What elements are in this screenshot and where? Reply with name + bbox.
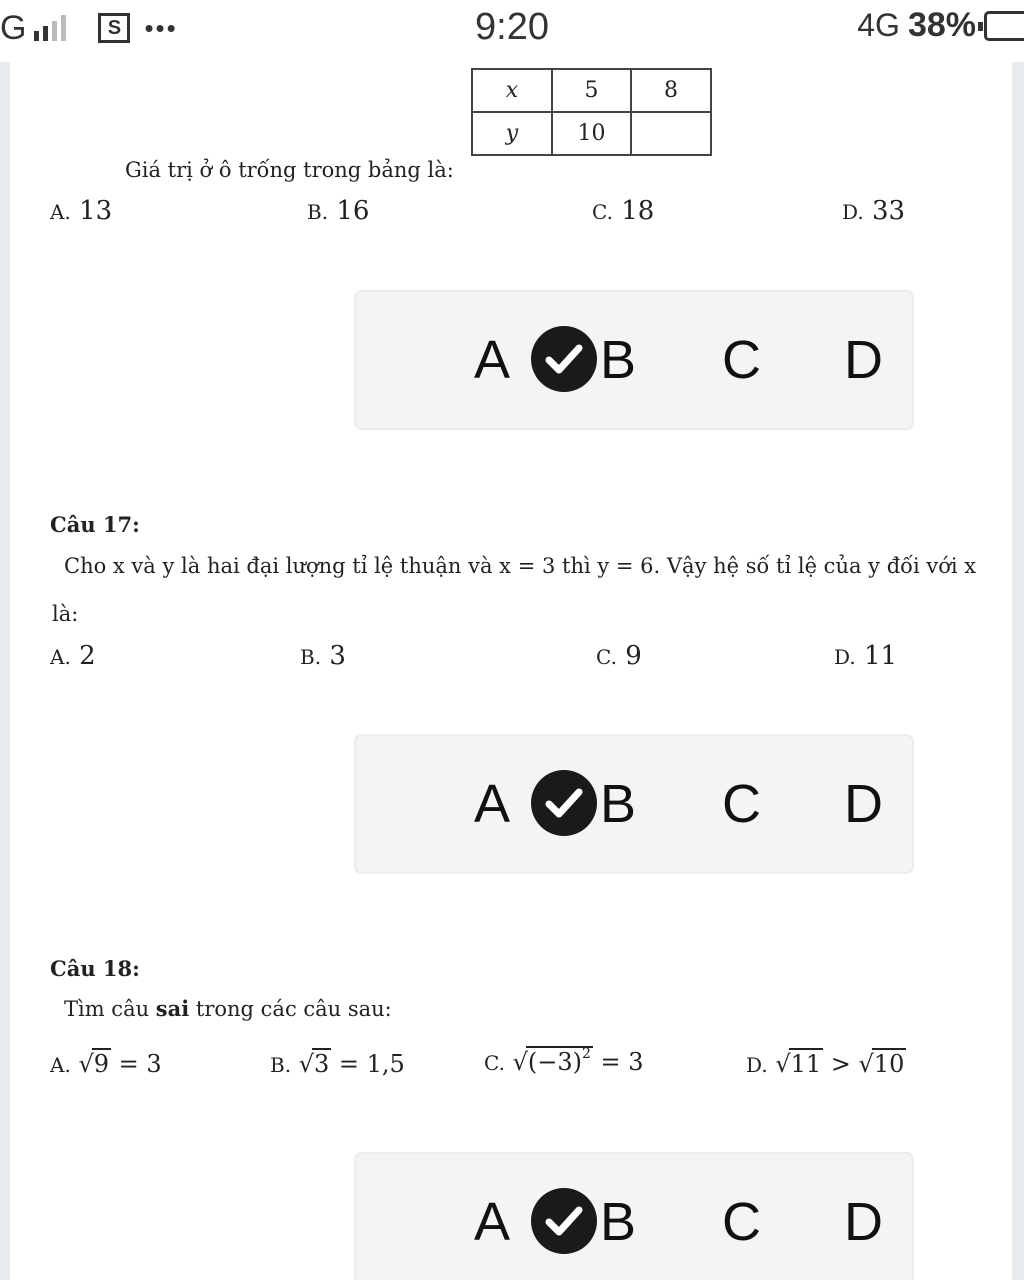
q18-prompt-bold: sai [155, 996, 190, 1021]
radicand: 11 [790, 1050, 822, 1078]
sqrt-expression: √3 [298, 1050, 330, 1078]
option-letter: B. [307, 200, 329, 224]
answer-option-c[interactable]: C [722, 330, 761, 390]
answer-panel-q18 [354, 1152, 914, 1280]
table-row [472, 69, 711, 112]
option-letter: C. [596, 645, 617, 669]
option-rest: > [823, 1050, 859, 1078]
answer-panel-q17 [354, 734, 914, 874]
check-icon [531, 326, 597, 392]
option-value: 13 [79, 196, 113, 226]
answer-option-d[interactable]: D [844, 774, 883, 834]
battery-icon [984, 11, 1024, 41]
answer-panel-q16 [354, 290, 914, 430]
network-type: 4G [857, 7, 900, 43]
table-cell: 10 [552, 112, 631, 155]
table-row [472, 112, 711, 155]
option-letter: C. [484, 1051, 505, 1075]
option-rest: = 3 [111, 1050, 162, 1078]
option-value: 11 [863, 641, 898, 671]
answer-option-b-selected[interactable]: B [600, 1192, 637, 1252]
page-frame-right [1012, 62, 1024, 1280]
battery-percent: 38% [907, 6, 976, 44]
answer-option-b-selected[interactable]: B [600, 330, 637, 390]
answer-option-b-selected[interactable]: B [600, 774, 637, 834]
q17-option-a [50, 641, 96, 671]
sqrt-expression: √10 [858, 1050, 905, 1078]
radicand-base: (−3) [527, 1048, 582, 1076]
option-rest: = 1,5 [331, 1050, 405, 1078]
option-value: 2 [79, 641, 96, 671]
option-value: 9 [625, 641, 642, 671]
q16-option-a [50, 196, 112, 226]
check-icon [531, 770, 597, 836]
table-cell: 5 [552, 69, 631, 112]
q17-title: Câu 17: [50, 512, 140, 537]
q18-option-a [50, 1050, 162, 1078]
option-value: 33 [871, 196, 906, 226]
option-value: 18 [621, 196, 655, 226]
option-letter: D. [842, 200, 864, 224]
sqrt-expression: √11 [775, 1050, 822, 1078]
radicand [526, 1046, 593, 1076]
q17-option-b [300, 641, 346, 671]
answer-option-d[interactable]: D [844, 330, 883, 390]
option-letter: A. [50, 645, 71, 669]
option-letter: C. [592, 200, 613, 224]
answer-option-d[interactable]: D [844, 1192, 883, 1252]
radicand: 10 [873, 1050, 905, 1078]
status-right [857, 6, 1024, 45]
option-rest: = 3 [592, 1048, 644, 1076]
carrier-label: G [0, 9, 27, 47]
q18-option-d [746, 1050, 906, 1078]
q16-option-c [592, 196, 654, 226]
q18-option-b [270, 1050, 405, 1078]
more-notifications-icon: ••• [144, 12, 178, 43]
radicand: 9 [93, 1050, 110, 1078]
q17-option-d [834, 641, 897, 671]
q18-title: Câu 18: [50, 956, 140, 981]
q16-option-d [842, 196, 905, 226]
q18-prompt [64, 996, 392, 1021]
answer-option-c[interactable]: C [722, 1192, 761, 1252]
s-app-icon: S [98, 13, 130, 43]
check-icon [531, 1188, 597, 1254]
q18-prompt-end: trong các câu sau: [189, 997, 392, 1021]
q18-prompt-start: Tìm câu [64, 997, 156, 1021]
option-value: 16 [336, 196, 370, 226]
radicand: 3 [314, 1050, 330, 1078]
sqrt-expression: $√(-3)^2$ [512, 1046, 591, 1076]
clock: 9:20 [475, 6, 549, 48]
q16-prompt: Giá trị ở ô trống trong bảng là: [125, 158, 454, 182]
option-letter: D. [834, 645, 856, 669]
option-letter: B. [270, 1053, 292, 1077]
table-cell: y [472, 112, 552, 155]
q16-option-b [307, 196, 369, 226]
q18-option-c [484, 1046, 644, 1076]
answer-option-a[interactable]: A [474, 1192, 511, 1252]
option-letter: B. [300, 645, 322, 669]
option-letter: A. [50, 200, 71, 224]
option-letter: A. [50, 1053, 71, 1077]
option-value: 3 [329, 641, 346, 671]
sqrt-expression: √9 [78, 1050, 110, 1078]
answer-option-c[interactable]: C [722, 774, 761, 834]
answer-option-a[interactable]: A [474, 774, 511, 834]
table-cell: 8 [631, 69, 711, 112]
page-frame-left [0, 62, 10, 1280]
answer-option-a[interactable]: A [474, 330, 511, 390]
option-letter: D. [746, 1053, 768, 1077]
radicand-exponent: 2 [582, 1046, 591, 1062]
q17-text-line2: là: [52, 602, 79, 626]
table-cell: x [472, 69, 552, 112]
table-cell-empty [631, 112, 711, 155]
q17-option-c [596, 641, 642, 671]
q17-text-line1: Cho x và y là hai đại lượng tỉ lệ thuận và x = 3 thì y = 6. Vậy hệ số tỉ lệ của y đối với x [64, 554, 977, 578]
xy-table [471, 68, 712, 156]
status-bar [0, 0, 1024, 62]
